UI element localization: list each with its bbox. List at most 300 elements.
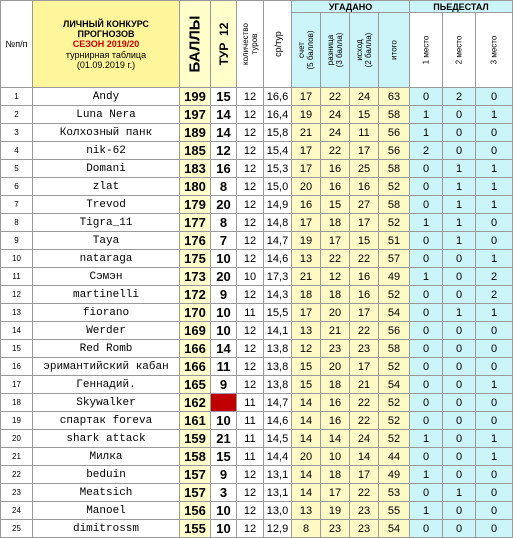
avg-cell: 14,8 [264,214,292,232]
avg-cell: 15,3 [264,160,292,178]
second-place-cell: 0 [443,466,476,484]
col-header-rounds: количество туров [237,1,264,88]
exact-score-cell: 18 [292,286,321,304]
outcome-cell: 17 [350,304,379,322]
guessed-total-cell: 49 [379,466,410,484]
difference-cell: 20 [321,304,350,322]
first-place-cell: 1 [410,106,443,124]
outcome-cell: 17 [350,466,379,484]
tour-points-cell: 14 [211,106,237,124]
first-place-cell: 0 [410,160,443,178]
difference-cell: 18 [321,214,350,232]
tour-points-cell: 3 [211,484,237,502]
outcome-cell: 17 [350,142,379,160]
row-number: 24 [1,502,33,520]
rounds-cell: 12 [237,340,264,358]
difference-cell: 22 [321,250,350,268]
guessed-total-cell: 52 [379,358,410,376]
points-cell: 197 [180,106,211,124]
outcome-cell: 22 [350,394,379,412]
exact-score-cell: 17 [292,88,321,106]
second-place-cell: 0 [443,268,476,286]
outcome-cell: 22 [350,484,379,502]
player-name: dimitrossm [33,520,180,538]
table-row [1,430,513,448]
row-number: 5 [1,160,33,178]
points-cell: 166 [180,340,211,358]
second-place-cell: 1 [443,304,476,322]
second-place-cell: 0 [443,286,476,304]
table-row [1,88,513,106]
difference-cell: 22 [321,142,350,160]
guessed-total-cell: 51 [379,232,410,250]
tour-points-cell: 11 [211,358,237,376]
col-header-number: №п/п [1,1,33,88]
outcome-cell: 27 [350,196,379,214]
second-place-cell: 0 [443,124,476,142]
row-number: 6 [1,178,33,196]
first-place-cell: 0 [410,286,443,304]
table-row [1,286,513,304]
tour-points-cell: 10 [211,520,237,538]
player-name: Сэмэн [33,268,180,286]
third-place-cell: 0 [476,502,513,520]
tour-points-cell: 16 [211,160,237,178]
first-place-cell: 0 [410,178,443,196]
exact-score-cell: 20 [292,178,321,196]
exact-score-cell: 13 [292,250,321,268]
first-place-cell: 0 [410,340,443,358]
guessed-total-cell: 56 [379,322,410,340]
points-cell: 165 [180,376,211,394]
exact-score-cell: 19 [292,232,321,250]
col-header-points: БАЛЛЫ [180,1,211,88]
second-place-cell: 0 [443,448,476,466]
guessed-total-cell: 63 [379,88,410,106]
tour-points-cell: 20 [211,268,237,286]
avg-cell: 14,4 [264,448,292,466]
outcome-cell: 17 [350,214,379,232]
outcome-cell: 24 [350,430,379,448]
tour-points-cell: 10 [211,322,237,340]
row-number: 12 [1,286,33,304]
outcome-cell: 15 [350,106,379,124]
third-place-cell: 1 [476,160,513,178]
col-header-score: счет (5 баллов) [292,13,321,88]
rounds-cell: 10 [237,268,264,286]
guessed-total-cell: 53 [379,484,410,502]
third-place-cell: 0 [476,466,513,484]
first-place-cell: 0 [410,376,443,394]
tour-points-cell: 10 [211,250,237,268]
first-place-cell: 1 [410,502,443,520]
tour-points-cell: 15 [211,88,237,106]
player-name: Tigra_11 [33,214,180,232]
first-place-cell: 0 [410,196,443,214]
exact-score-cell: 19 [292,106,321,124]
player-name: Колхозный панк [33,124,180,142]
avg-cell: 15,0 [264,178,292,196]
guessed-total-cell: 52 [379,178,410,196]
second-place-cell: 0 [443,322,476,340]
points-cell: 166 [180,358,211,376]
points-cell: 156 [180,502,211,520]
third-place-cell: 0 [476,232,513,250]
outcome-cell: 22 [350,412,379,430]
second-place-cell: 1 [443,196,476,214]
row-number: 9 [1,232,33,250]
first-place-cell: 0 [410,322,443,340]
table-row [1,268,513,286]
first-place-cell: 1 [410,466,443,484]
third-place-cell: 1 [476,178,513,196]
table-row [1,358,513,376]
col-header-1st-place: 1 место [410,13,443,88]
table-row [1,502,513,520]
avg-cell: 15,5 [264,304,292,322]
table-row [1,484,513,502]
rounds-cell: 11 [237,412,264,430]
subtitle-line-1: турнирная таблица [65,49,147,60]
difference-cell: 16 [321,394,350,412]
exact-score-cell: 16 [292,196,321,214]
tour-points-cell: 8 [211,214,237,232]
points-cell: 173 [180,268,211,286]
tour-points-cell: 9 [211,286,237,304]
guessed-total-cell: 52 [379,286,410,304]
tour-points-cell: 7 [211,232,237,250]
avg-cell: 12,9 [264,520,292,538]
third-place-cell: 0 [476,214,513,232]
second-place-cell: 0 [443,340,476,358]
second-place-cell: 0 [443,142,476,160]
first-place-cell: 0 [410,250,443,268]
exact-score-cell: 14 [292,484,321,502]
avg-cell: 15,8 [264,124,292,142]
outcome-cell: 17 [350,358,379,376]
second-place-cell: 1 [443,160,476,178]
second-place-cell: 1 [443,214,476,232]
first-place-cell: 0 [410,394,443,412]
col-header-difference: разница (3 балла) [321,13,350,88]
table-row [1,196,513,214]
avg-cell: 14,7 [264,394,292,412]
table-row [1,232,513,250]
first-place-cell: 0 [410,88,443,106]
rounds-cell: 12 [237,124,264,142]
tour-points-cell: 12 [211,142,237,160]
tour-points-cell [211,394,237,412]
exact-score-cell: 14 [292,394,321,412]
player-name: beduin [33,466,180,484]
table-row [1,466,513,484]
avg-cell: 14,5 [264,430,292,448]
tour-points-cell: 14 [211,124,237,142]
difference-cell: 16 [321,178,350,196]
second-place-cell: 1 [443,232,476,250]
outcome-cell: 23 [350,340,379,358]
difference-cell: 16 [321,412,350,430]
first-place-cell: 1 [410,214,443,232]
exact-score-cell: 15 [292,358,321,376]
player-name: nataraga [33,250,180,268]
avg-cell: 16,4 [264,106,292,124]
guessed-total-cell: 44 [379,448,410,466]
second-place-cell: 0 [443,520,476,538]
points-cell: 177 [180,214,211,232]
player-name: Domani [33,160,180,178]
points-cell: 189 [180,124,211,142]
avg-cell: 13,1 [264,466,292,484]
exact-score-cell: 17 [292,142,321,160]
row-number: 23 [1,484,33,502]
rounds-cell: 12 [237,484,264,502]
exact-score-cell: 17 [292,214,321,232]
second-place-cell: 0 [443,250,476,268]
tour-points-cell: 14 [211,340,237,358]
avg-cell: 14,3 [264,286,292,304]
first-place-cell: 1 [410,124,443,142]
tour-points-cell: 8 [211,178,237,196]
rounds-cell: 12 [237,376,264,394]
third-place-cell: 0 [476,340,513,358]
row-number: 25 [1,520,33,538]
row-number: 7 [1,196,33,214]
difference-cell: 12 [321,268,350,286]
avg-cell: 13,8 [264,376,292,394]
points-cell: 170 [180,304,211,322]
rounds-cell: 11 [237,394,264,412]
difference-cell: 19 [321,502,350,520]
outcome-cell: 21 [350,376,379,394]
third-place-cell: 0 [476,484,513,502]
rounds-cell: 12 [237,232,264,250]
guessed-total-cell: 56 [379,142,410,160]
points-cell: 169 [180,322,211,340]
third-place-cell: 0 [476,142,513,160]
difference-cell: 16 [321,160,350,178]
rounds-cell: 12 [237,466,264,484]
outcome-cell: 16 [350,268,379,286]
first-place-cell: 0 [410,520,443,538]
table-row [1,304,513,322]
avg-cell: 13,1 [264,484,292,502]
guessed-total-cell: 55 [379,502,410,520]
rounds-cell: 12 [237,160,264,178]
avg-cell: 14,1 [264,322,292,340]
table-title-block [33,1,180,88]
col-header-outcome: исход (2 балла) [350,13,379,88]
first-place-cell: 0 [410,358,443,376]
row-number: 22 [1,466,33,484]
avg-cell: 13,0 [264,502,292,520]
player-name: martinelli [33,286,180,304]
player-name: Luna Nera [33,106,180,124]
exact-score-cell: 12 [292,340,321,358]
difference-cell: 14 [321,430,350,448]
difference-cell: 15 [321,196,350,214]
third-place-cell: 0 [476,520,513,538]
table-row [1,250,513,268]
guessed-total-cell: 58 [379,196,410,214]
exact-score-cell: 14 [292,412,321,430]
guessed-total-cell: 54 [379,520,410,538]
avg-cell: 16,6 [264,88,292,106]
points-cell: 157 [180,484,211,502]
col-header-total: итого [379,13,410,88]
rounds-cell: 12 [237,178,264,196]
guessed-total-cell: 58 [379,160,410,178]
third-place-cell: 1 [476,376,513,394]
third-place-cell: 0 [476,412,513,430]
outcome-cell: 16 [350,286,379,304]
row-number: 18 [1,394,33,412]
group-header-podium: ПЬЕДЕСТАЛ [410,1,513,13]
player-name: Werder [33,322,180,340]
table-row [1,106,513,124]
difference-cell: 17 [321,232,350,250]
difference-cell: 17 [321,484,350,502]
season-label: СЕЗОН 2019/20 [72,38,140,49]
rounds-cell: 12 [237,322,264,340]
row-number: 21 [1,448,33,466]
player-name: Милка [33,448,180,466]
difference-cell: 24 [321,124,350,142]
outcome-cell: 22 [350,322,379,340]
tour-points-cell: 10 [211,304,237,322]
points-cell: 175 [180,250,211,268]
third-place-cell: 0 [476,124,513,142]
first-place-cell: 0 [410,412,443,430]
third-place-cell: 0 [476,394,513,412]
guessed-total-cell: 52 [379,394,410,412]
table-row [1,124,513,142]
points-cell: 176 [180,232,211,250]
points-cell: 180 [180,178,211,196]
exact-score-cell: 8 [292,520,321,538]
table-row [1,448,513,466]
second-place-cell: 0 [443,106,476,124]
third-place-cell: 1 [476,250,513,268]
tour-points-cell: 9 [211,466,237,484]
first-place-cell: 0 [410,484,443,502]
outcome-cell: 25 [350,160,379,178]
player-name: Skywalker [33,394,180,412]
outcome-cell: 22 [350,250,379,268]
guessed-total-cell: 52 [379,430,410,448]
exact-score-cell: 14 [292,430,321,448]
avg-cell: 14,6 [264,412,292,430]
rounds-cell: 12 [237,214,264,232]
row-number: 10 [1,250,33,268]
exact-score-cell: 17 [292,304,321,322]
third-place-cell: 2 [476,268,513,286]
exact-score-cell: 14 [292,466,321,484]
tour-points-cell: 15 [211,448,237,466]
difference-cell: 21 [321,322,350,340]
third-place-cell: 0 [476,358,513,376]
points-cell: 185 [180,142,211,160]
rounds-cell: 12 [237,502,264,520]
second-place-cell: 0 [443,412,476,430]
guessed-total-cell: 52 [379,412,410,430]
col-header-avg: ср/тур [264,1,292,88]
player-name: shark attack [33,430,180,448]
table-row [1,322,513,340]
outcome-cell: 16 [350,178,379,196]
third-place-cell: 0 [476,88,513,106]
points-cell: 158 [180,448,211,466]
subtitle-line-2: (01.09.2019 г.) [76,59,136,70]
exact-score-cell: 17 [292,160,321,178]
row-number: 17 [1,376,33,394]
difference-cell: 22 [321,88,350,106]
difference-cell: 18 [321,286,350,304]
tour-points-cell: 10 [211,502,237,520]
guessed-total-cell: 58 [379,106,410,124]
exact-score-cell: 15 [292,376,321,394]
table-row [1,376,513,394]
third-place-cell: 2 [476,286,513,304]
guessed-total-cell: 56 [379,124,410,142]
avg-cell: 14,7 [264,232,292,250]
guessed-total-cell: 54 [379,304,410,322]
third-place-cell: 0 [476,322,513,340]
col-header-tour: ТУР 12 [211,1,237,88]
outcome-cell: 15 [350,232,379,250]
avg-cell: 15,4 [264,142,292,160]
first-place-cell: 1 [410,430,443,448]
difference-cell: 24 [321,106,350,124]
table-row [1,214,513,232]
difference-cell: 23 [321,340,350,358]
row-number: 2 [1,106,33,124]
second-place-cell: 0 [443,376,476,394]
rounds-cell: 12 [237,358,264,376]
row-number: 4 [1,142,33,160]
second-place-cell: 1 [443,178,476,196]
rounds-cell: 12 [237,250,264,268]
player-name: спартак foreva [33,412,180,430]
outcome-cell: 11 [350,124,379,142]
difference-cell: 10 [321,448,350,466]
tour-points-cell: 20 [211,196,237,214]
rounds-cell: 11 [237,304,264,322]
second-place-cell: 0 [443,430,476,448]
table-row [1,160,513,178]
player-name: fiorano [33,304,180,322]
avg-cell: 14,6 [264,250,292,268]
guessed-total-cell: 52 [379,214,410,232]
outcome-cell: 23 [350,502,379,520]
difference-cell: 18 [321,376,350,394]
title-line-2: ПРОГНОЗОВ [77,28,135,39]
third-place-cell: 1 [476,106,513,124]
rounds-cell: 11 [237,430,264,448]
row-number: 15 [1,340,33,358]
tour-points-cell: 21 [211,430,237,448]
avg-cell: 13,8 [264,358,292,376]
avg-cell: 17,3 [264,268,292,286]
player-name: Taya [33,232,180,250]
first-place-cell: 0 [410,232,443,250]
title-line-1: ЛИЧНЫЙ КОНКУРС [63,18,149,29]
second-place-cell: 0 [443,394,476,412]
exact-score-cell: 20 [292,448,321,466]
exact-score-cell: 13 [292,322,321,340]
exact-score-cell: 21 [292,124,321,142]
row-number: 11 [1,268,33,286]
